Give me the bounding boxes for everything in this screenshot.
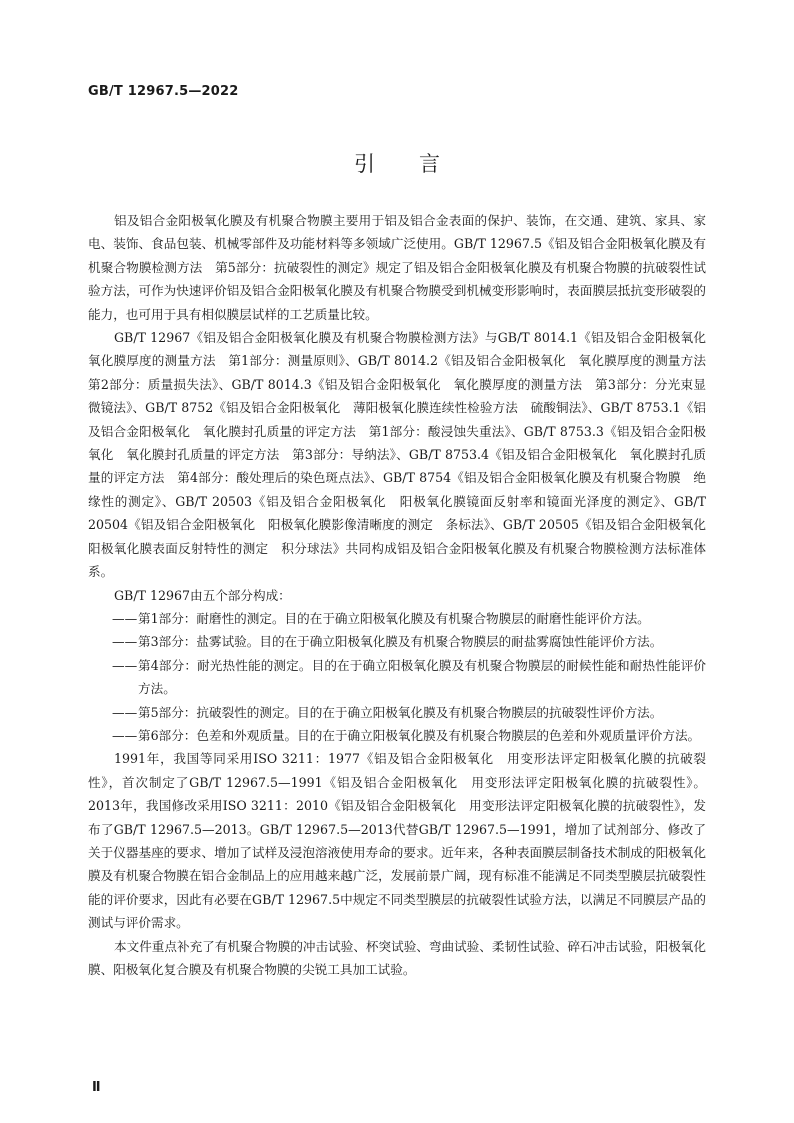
history-paragraph: 1991年，我国等同采用ISO 3211：1977《铝及铝合金阳极氧化 用变形法评定阳极氧化膜的抗破裂性》，首次制定了GB/T 12967.5—1991《铝及铝合金阳极氧化 用变形法评定阳极氧化膜的抗破裂性》。2013年，我国修改采用ISO 3211：2010《铝及铝合金阳极氧化 用变形法评定阳极氧化膜的抗破裂性》，发布了GB/T 12967.5—2013。GB/T 12967.5—2013代替GB/T 12967.5—1991，增加了试剂部分、修改了关于仪器基座的要求、增加了试样及浸泡溶液使用寿命的要求。近年来，各种表面膜层制备技术制成的阳极氧化膜及有机聚合物膜在铝合金制品上的应用越来越广泛，发展前景广阔，现有标准不能满足不同类型膜层抗破裂性能的评价要求，因此有必要在GB/T 12967.5中规定不同类型膜层的抗破裂性试验方法，以满足不同膜层产品的测试与评价需求。	[88, 751, 706, 931]
list-dash: ——	[112, 657, 138, 673]
list-item-text: 第1部分：耐磨性的测定。目的在于确立阳极氧化膜及有机聚合物膜层的耐磨性能评价方法。	[138, 610, 650, 626]
page-number: Ⅱ	[92, 1080, 101, 1095]
page-title: 引言	[354, 152, 484, 176]
list-item-text: 第5部分：抗破裂性的测定。目的在于确立阳极氧化膜及有机聚合物膜层的抗破裂性评价方法。	[138, 704, 663, 720]
list-item-part-3	[88, 630, 706, 653]
list-item-text: 第4部分：耐光热性能的测定。目的在于确立阳极氧化膜及有机聚合物膜层的耐候性能和耐热性能评价方法。	[138, 657, 706, 697]
list-item-part-4	[88, 654, 706, 701]
list-dash: ——	[112, 704, 138, 720]
list-item-text: 第6部分：色差和外观质量。目的在于确立阳极氧化膜及有机聚合物膜层的色差和外观质量评价方法。	[138, 727, 701, 743]
list-dash: ——	[112, 727, 138, 743]
list-item-part-5	[88, 701, 706, 724]
list-item-text: 第3部分：盐雾试验。目的在于确立阳极氧化膜及有机聚合物膜层的耐盐雾腐蚀性能评价方法。	[138, 634, 663, 650]
standard-code-header: GB/T 12967.5—2022	[88, 84, 239, 99]
list-item-part-1	[88, 607, 706, 630]
list-item-part-6	[88, 724, 706, 747]
list-dash: ——	[112, 610, 138, 626]
list-dash: ——	[112, 634, 138, 650]
intro-paragraph-1: 铝及铝合金阳极氧化膜及有机聚合物膜主要用于铝及铝合金表面的保护、装饰，在交通、建筑、家具、家电、装饰、食品包装、机械零部件及功能材料等多领域广泛使用。GB/T 12967.5《铝及铝合金阳极氧化膜及有机聚合物膜检测方法 第5部分：抗破裂性的测定》规定了铝及铝合金阳极氧化膜及有机聚合物膜的抗破裂性试验方法，可作为快速评价铝及铝合金阳极氧化膜及有机聚合物膜受到机械变形影响时，表面膜层抵抗变形破裂的能力，也可用于具有相似膜层试样的工艺质量比较。	[88, 213, 706, 322]
intro-paragraph-3: GB/T 12967由五个部分构成：	[114, 587, 291, 603]
intro-paragraph-2: GB/T 12967《铝及铝合金阳极氧化膜及有机聚合物膜检测方法》与GB/T 8014.1《铝及铝合金阳极氧化 氧化膜厚度的测量方法 第1部分：测量原则》、GB/T 8014.2《铝及铝合金阳极氧化 氧化膜厚度的测量方法 第2部分：质量损失法》、GB/T 8014.3《铝及铝合金阳极氧化 氧化膜厚度的测量方法 第3部分：分光束显微镜法》、GB/T 8752《铝及铝合金阳极氧化 薄阳极氧化膜连续性检验方法 硫酸铜法》、GB/T 8753.1《铝及铝合金阳极氧化 氧化膜封孔质量的评定方法 第1部分：酸浸蚀失重法》、GB/T 8753.3《铝及铝合金阳极氧化 氧化膜封孔质量的评定方法 第3部分：导纳法》、GB/T 8753.4《铝及铝合金阳极氧化 氧化膜封孔质量的评定方法 第4部分：酸处理后的染色斑点法》、GB/T 8754《铝及铝合金阳极氧化膜及有机聚合物膜 绝缘性的测定》、GB/T 20503《铝及铝合金阳极氧化 阳极氧化膜镜面反射率和镜面光泽度的测定》、GB/T 20504《铝及铝合金阳极氧化 阳极氧化膜影像清晰度的测定 条标法》、GB/T 20505《铝及铝合金阳极氧化 阳极氧化膜表面反射特性的测定 积分球法》共同构成铝及铝合金阳极氧化膜及有机聚合物膜检测方法标准体系。	[88, 330, 719, 580]
introduction-body	[88, 209, 719, 981]
scope-paragraph: 本文件重点补充了有机聚合物膜的冲击试验、杯突试验、弯曲试验、柔韧性试验、碎石冲击试验，阳极氧化膜、阳极氧化复合膜及有机聚合物膜的尖锐工具加工试验。	[88, 938, 706, 977]
